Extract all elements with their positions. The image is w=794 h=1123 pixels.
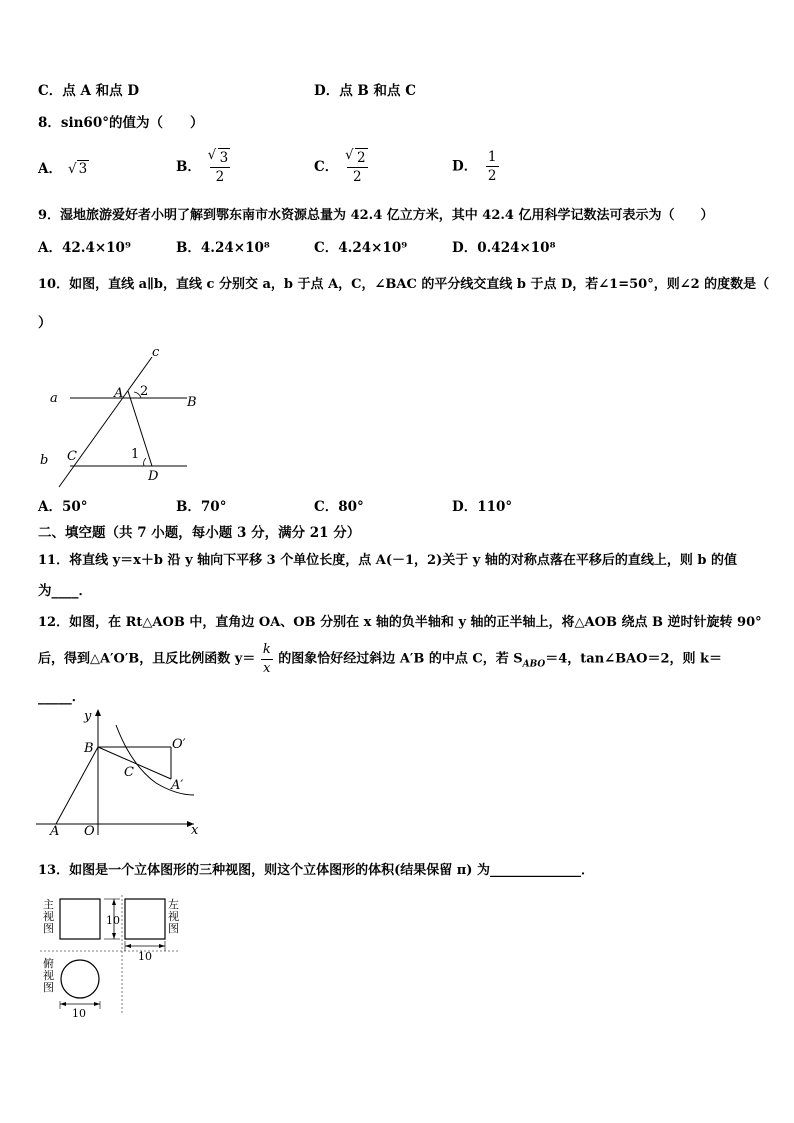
label-dim-top-width: 10	[72, 1007, 86, 1020]
q10-stem-line2: ）	[38, 315, 52, 331]
q12-line1: 12．如图，在 Rt△AOB 中，直角边 OA、OB 分别在 x 轴的负半轴和 y 轴的正半轴上，将△AOB 绕点 B 逆时针旋转 90°	[38, 615, 762, 630]
label-point-c: C	[124, 765, 134, 780]
label-point-o: O	[84, 824, 95, 839]
q12-figure	[36, 705, 206, 840]
label-angle-1: 1	[131, 447, 140, 462]
label-angle-2: 2	[140, 384, 149, 399]
q10-option-c: C．80°	[314, 499, 364, 515]
label-left-1: 左	[168, 898, 179, 911]
label-c: c	[152, 345, 160, 360]
q10-option-a: A．50°	[38, 499, 88, 515]
label-top-1: 俯	[43, 957, 54, 970]
label-top-2: 视	[43, 969, 54, 982]
label-dim-height: 10	[106, 914, 120, 927]
q9-option-c: C．4.24×10⁹	[314, 240, 408, 256]
label-x: x	[191, 823, 199, 838]
q8-option-b: B． √ $\frac{3}{2}$	[176, 148, 230, 186]
q7-option-d: D．点 B 和点 C	[314, 83, 416, 99]
q13-figure	[38, 893, 188, 1023]
label-left-2: 视	[168, 910, 179, 923]
q7-option-c: C．点 A 和点 D	[38, 83, 140, 99]
label-front-3: 图	[43, 922, 54, 935]
label-point-c: C	[67, 449, 77, 464]
label-point-a: A	[50, 824, 60, 839]
q9-option-d: D．0.424×10⁸	[452, 240, 556, 256]
q9-stem: 9．湿地旅游爱好者小明了解到鄂东南市水资源总量为 42.4 亿立方米，其中 42.4 亿用科学记数法可表示为（ ）	[38, 208, 714, 223]
q11-line2: 为____．	[38, 583, 92, 599]
q9-option-a: A．42.4×10⁹	[38, 240, 131, 256]
q10-stem-line1: 10．如图，直线 a∥b，直线 c 分别交 a，b 于点 A，C，∠BAC 的平分线交直线 b 于点 D，若∠1=50°，则∠2 的度数是（	[38, 277, 770, 292]
q13-stem: 13．如图是一个立体图形的三种视图，则这个立体图形的体积(结果保留 π) 为______________．	[38, 863, 594, 878]
q12-line2: 后，得到△A′O′B，且反比例函数 y＝ $\frac{k}{x}$ 的图象恰好经过斜边 A′B 的中点 C，若 $S_{ABO}=4$，tan∠BAO＝2，则 k＝	[38, 642, 723, 676]
label-point-b: B	[187, 395, 197, 410]
label-y: y	[84, 709, 92, 724]
label-point-d: D	[148, 469, 159, 484]
label-top-3: 图	[43, 981, 54, 994]
q8-option-c: C． √ $\frac{2}{2}$	[314, 148, 368, 186]
label-point-a-prime: A′	[171, 778, 184, 793]
q10-figure	[30, 340, 230, 490]
q10-option-b: B．70°	[176, 499, 227, 515]
q10-option-d: D．110°	[452, 499, 513, 515]
label-point-o-prime: O′	[172, 737, 186, 752]
q8-stem: 8．sin60°的值为（ ）	[38, 115, 204, 131]
q8-option-d: D． $\frac{1}{2}$	[452, 149, 497, 184]
q8-option-a: A． √ 3	[38, 161, 88, 177]
label-front-1: 主	[43, 898, 54, 911]
label-dim-left-width: 10	[138, 950, 152, 963]
label-point-b: B	[84, 741, 94, 756]
q9-option-b: B．4.24×10⁸	[176, 240, 270, 256]
label-a: a	[50, 391, 58, 406]
q11-line1: 11．将直线 y＝x＋b 沿 y 轴向下平移 3 个单位长度，点 A(－1，2)关于 y 轴的对称点落在平移后的直线上，则 b 的值	[38, 553, 737, 568]
section-heading: 二、填空题（共 7 小题，每小题 3 分，满分 21 分）	[38, 525, 361, 541]
label-b: b	[40, 453, 49, 468]
label-point-a: A	[114, 386, 124, 401]
q12-line3: _____．	[38, 689, 86, 705]
label-front-2: 视	[43, 910, 54, 923]
label-left-3: 图	[168, 922, 179, 935]
